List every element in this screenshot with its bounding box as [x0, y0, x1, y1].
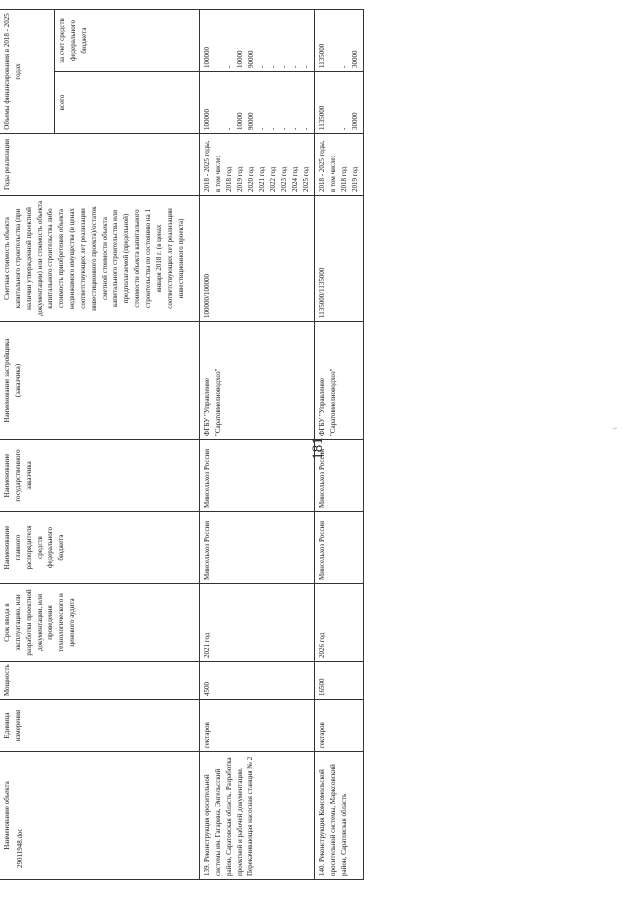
total-cell	[315, 72, 364, 134]
estimate-cell: 1135000/1135000	[315, 196, 364, 322]
header-row-top	[0, 10, 55, 880]
federal-value: 1135000	[318, 43, 326, 68]
year-label: 2020 год	[247, 166, 255, 192]
header-estimate: Сметная стоимость объекта капитального строительства (при наличии утвержденной проектной документации) или стоимость объекта капитального строительства либо стоимость приобретения объекта недвижимого имущества (в ценах соответствующих лет реализации инвестиционного проекта)/остаток сметной стоимости объекта капитального строительства или предполагаемой (предельной) стоимости объекта капитального строительства по состоянию на 1 января 2018 г. (в ценах соответствующих лет реализации инвестиционного проекта)	[0, 196, 200, 322]
header-state-customer: Наименование государственного заказчика	[0, 440, 200, 512]
federal-value	[213, 13, 224, 68]
year-label: 2024 год	[291, 166, 299, 192]
scan-mark: ~	[613, 425, 617, 433]
federal-value: -	[291, 65, 299, 68]
total-value: 1135000	[318, 105, 326, 130]
years-cell	[315, 134, 364, 196]
commissioning-cell: 2026 год	[315, 584, 364, 662]
object-name-cell	[200, 752, 315, 880]
total-value: 10000	[236, 112, 244, 130]
row-number: 140.	[318, 863, 326, 876]
federal-value: 90000	[247, 50, 255, 68]
header-name: Наименование объекта	[0, 752, 200, 880]
commissioning-cell: 2021 год	[200, 584, 315, 662]
total-value: -	[340, 127, 348, 130]
federal-value: -	[280, 65, 288, 68]
object-name: Реконструкция оросительной системы им. Гагарина, Энгельсский район, Саратовская область. Разработка проектной и рабочей документации. Перекачивающая насосная станция № 2	[203, 756, 255, 876]
federal-value: -	[225, 65, 233, 68]
federal-value: 30000	[351, 50, 359, 68]
table-row	[200, 10, 315, 880]
year-label: 2018 год	[340, 166, 348, 192]
total-value: -	[302, 127, 310, 130]
investment-projects-table	[0, 9, 364, 880]
year-label: 2021 год	[258, 166, 266, 192]
federal-value: 10000	[236, 50, 244, 68]
federal-cell	[315, 10, 364, 72]
object-name: Реконструкция Комсомольской оросительной системы, Марксовский район, Саратовская область	[318, 764, 348, 876]
object-name-cell	[315, 752, 364, 880]
federal-value: -	[302, 65, 310, 68]
year-label: 2019 год	[236, 166, 244, 192]
total-value: 100000	[203, 109, 211, 130]
capacity-cell: 16500	[315, 662, 364, 700]
row-number: 139.	[203, 863, 211, 876]
total-value: -	[269, 127, 277, 130]
year-label: 2019 год	[351, 166, 359, 192]
federal-value: -	[258, 65, 266, 68]
years-cell	[200, 134, 315, 196]
state-customer-cell: Минсельхоз России	[200, 440, 315, 512]
capacity-cell: 4500	[200, 662, 315, 700]
header-years: Годы реализации	[0, 134, 200, 196]
total-value	[328, 75, 339, 130]
year-label: 2018 - 2025 годы,	[318, 140, 326, 192]
year-label: 2025 год	[302, 166, 310, 192]
estimate-cell: 100000/100000	[200, 196, 315, 322]
federal-value: -	[269, 65, 277, 68]
header-capacity: Мощность	[0, 662, 200, 700]
header-main-manager: Наименование главного распорядителя средств федерального бюджета	[0, 512, 200, 584]
page-number: 181	[309, 437, 326, 460]
main-manager-cell: Минсельхоз России	[315, 512, 364, 584]
header-funding-total: всего	[55, 72, 200, 134]
header-funding: Объемы финансирования в 2018 - 2025 годах	[0, 10, 55, 134]
table-row	[315, 10, 364, 880]
unit-cell: гектаров	[200, 700, 315, 752]
year-label: 2018 - 2025 годы,	[203, 140, 211, 192]
header-developer: Наименование застройщика (заказчика)	[0, 322, 200, 440]
state-customer-cell: Минсельхоз России	[315, 440, 364, 512]
total-value: -	[225, 127, 233, 130]
developer-cell: ФГБУ "Управление "Саратовмелиоводхоз"	[200, 322, 315, 440]
year-label: в том числе:	[214, 155, 222, 192]
total-value	[213, 75, 224, 130]
federal-value: 100000	[203, 47, 211, 68]
total-value: -	[291, 127, 299, 130]
total-value: -	[258, 127, 266, 130]
main-manager-cell: Минсельхоз России	[200, 512, 315, 584]
year-label: 2022 год	[269, 166, 277, 192]
document-reference: 29011948.doc	[16, 828, 24, 868]
total-cell	[200, 72, 315, 134]
total-value: 30000	[351, 112, 359, 130]
developer-cell: ФГБУ "Управление "Саратовмелиоводхоз"	[315, 322, 364, 440]
federal-cell	[200, 10, 315, 72]
rotated-table-wrapper	[0, 10, 589, 880]
header-unit: Единица измерения	[0, 700, 200, 752]
federal-value	[328, 13, 339, 68]
year-label: 2018 год	[225, 166, 233, 192]
total-value: -	[280, 127, 288, 130]
year-label: 2023 год	[280, 166, 288, 192]
year-label: в том числе:	[329, 155, 337, 192]
header-funding-federal: за счет средств федерального бюджета	[55, 10, 200, 72]
header-commissioning: Срок ввода в эксплуатацию, или разработки проектной документации, или проведения технологического и ценового аудита	[0, 584, 200, 662]
total-value: 90000	[247, 112, 255, 130]
federal-value: -	[340, 65, 348, 68]
unit-cell: гектаров	[315, 700, 364, 752]
